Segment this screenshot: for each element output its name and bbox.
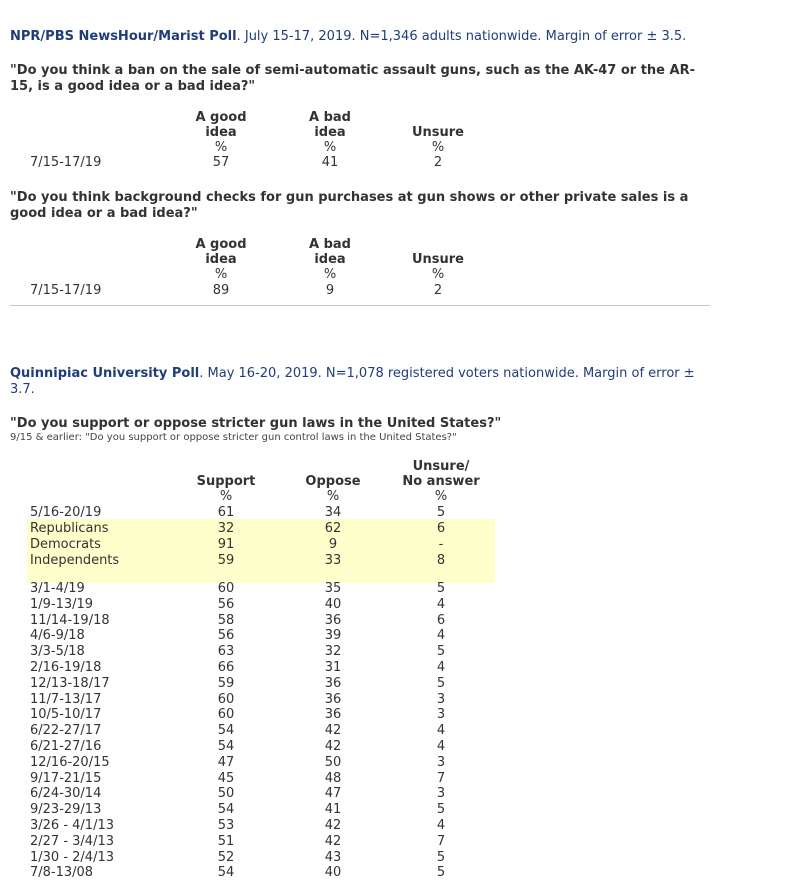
row-label: 3/1-4/19 xyxy=(30,581,85,596)
row-label: 5/16-20/19 xyxy=(30,505,102,520)
row-label: 3/3-5/18 xyxy=(30,644,85,660)
row-support-value: 54 xyxy=(217,723,235,739)
row-oppose-value: 36 xyxy=(324,707,342,723)
quinnipiac-col-oppose-unit: % xyxy=(326,489,340,504)
npr-q2-col2-unit: % xyxy=(323,267,337,282)
row-support-value: 50 xyxy=(217,786,235,802)
quinnipiac-poll-source: Quinnipiac University Poll xyxy=(10,366,200,381)
npr-q2-col1-unit: % xyxy=(214,267,228,282)
quinnipiac-poll-details: . May 16-20, 2019. N=1,078 registered voters nationwide. Margin of error ± 3.7. xyxy=(10,366,695,397)
row-support-value: 54 xyxy=(217,739,235,754)
row-unsure-value: 4 xyxy=(436,723,446,739)
row-support-value: 45 xyxy=(217,770,235,786)
npr-q1-col2-line2: idea xyxy=(314,125,346,140)
npr-q1-row-good: 57 xyxy=(212,155,230,170)
npr-q1-col1-unit: % xyxy=(214,140,228,155)
row-label: 1/30 - 2/4/13 xyxy=(30,849,114,865)
row-support-value: 52 xyxy=(217,849,235,865)
row-support-value: 59 xyxy=(217,553,235,568)
row-unsure-value: 3 xyxy=(436,707,446,723)
quinnipiac-col-support-unit: % xyxy=(219,489,233,504)
row-oppose-value: 50 xyxy=(324,754,342,770)
npr-q1-col3-line1: Unsure xyxy=(411,125,465,140)
npr-q2-col2-line2: idea xyxy=(314,252,346,267)
npr-poll-header xyxy=(10,29,710,45)
row-unsure-value: 5 xyxy=(436,675,446,691)
npr-q1-question: "Do you think a ban on the sale of semi-automatic assault guns, such as the AK-47 or the AR-15, is a good idea or a bad idea?" xyxy=(10,63,695,94)
row-oppose-value: 40 xyxy=(324,865,342,881)
npr-q2-col1-line1: A good xyxy=(195,237,247,252)
row-label: 11/14-19/18 xyxy=(30,612,110,628)
row-label: 9/23-29/13 xyxy=(30,802,102,818)
row-label: Democrats xyxy=(30,537,101,552)
row-support-value: 47 xyxy=(217,754,235,770)
row-oppose-value: 33 xyxy=(324,553,342,568)
npr-q1-row-unsure: 2 xyxy=(433,155,443,170)
row-oppose-value: 36 xyxy=(324,691,342,707)
quinnipiac-question: "Do you support or oppose stricter gun laws in the United States?" xyxy=(10,416,502,431)
row-oppose-value: 43 xyxy=(324,849,342,865)
row-oppose-value: 42 xyxy=(324,739,342,754)
row-label: 12/16-20/15 xyxy=(30,754,110,770)
npr-q1-row-date: 7/15-17/19 xyxy=(30,155,102,170)
row-label: 10/5-10/17 xyxy=(30,707,102,723)
row-unsure-value: 6 xyxy=(436,521,446,536)
row-label: 9/17-21/15 xyxy=(30,770,102,786)
row-oppose-value: 34 xyxy=(324,505,342,520)
quinnipiac-poll-header xyxy=(10,366,710,398)
quinnipiac-col-oppose-label: Oppose xyxy=(305,474,361,489)
quinnipiac-col-support-label: Support xyxy=(196,474,256,489)
row-support-value: 54 xyxy=(217,802,235,818)
row-oppose-value: 32 xyxy=(324,644,342,660)
row-support-value: 58 xyxy=(217,612,235,628)
row-oppose-value: 42 xyxy=(324,818,342,833)
npr-q2-question: "Do you think background checks for gun purchases at gun shows or other private sales is a good idea or a bad idea?" xyxy=(10,190,689,221)
row-label: 6/24-30/14 xyxy=(30,786,102,802)
row-oppose-value: 40 xyxy=(324,596,342,612)
row-support-value: 63 xyxy=(217,644,235,660)
row-unsure-value: 6 xyxy=(436,612,446,628)
row-support-value: 56 xyxy=(217,628,235,644)
row-support-value: 60 xyxy=(217,707,235,723)
row-support-value: 59 xyxy=(217,675,235,691)
row-unsure-value: 5 xyxy=(436,505,446,520)
row-oppose-value: 36 xyxy=(324,612,342,628)
npr-q2-row-unsure: 2 xyxy=(433,283,443,298)
section-divider xyxy=(10,305,710,306)
row-label: 1/9-13/19 xyxy=(30,596,94,612)
quinnipiac-col-unsure-line2: No answer xyxy=(402,474,480,489)
npr-q2-col3-line1: Unsure xyxy=(411,252,465,267)
npr-q1-col2-unit: % xyxy=(323,140,337,155)
row-label: 2/27 - 3/4/13 xyxy=(30,833,114,849)
row-oppose-value: 47 xyxy=(324,786,342,802)
row-unsure-value: 5 xyxy=(436,644,446,660)
npr-q1-col2-line1: A bad xyxy=(309,110,351,125)
npr-q2-col1-line2: idea xyxy=(205,252,237,267)
row-label: 6/22-27/17 xyxy=(30,723,102,739)
row-unsure-value: 4 xyxy=(436,596,446,612)
row-support-value: 54 xyxy=(217,865,235,881)
row-unsure-value: 7 xyxy=(436,833,446,849)
row-label: Republicans xyxy=(30,521,109,536)
quinnipiac-col-unsure-line1: Unsure/ xyxy=(412,459,470,474)
row-support-value: 53 xyxy=(217,818,235,833)
row-unsure-value: 5 xyxy=(436,802,446,818)
npr-q2-col3-unit: % xyxy=(431,267,445,282)
npr-q2-col2-line1: A bad xyxy=(309,237,351,252)
row-unsure-value: 4 xyxy=(436,739,446,754)
row-unsure-value: 8 xyxy=(436,553,446,568)
row-support-value: 60 xyxy=(217,581,235,596)
row-oppose-value: 62 xyxy=(324,521,342,536)
npr-q1-col1-line1: A good xyxy=(195,110,247,125)
row-oppose-value: 31 xyxy=(324,660,342,675)
npr-q1-row-bad: 41 xyxy=(321,155,339,170)
row-oppose-value: 36 xyxy=(324,675,342,691)
row-oppose-value: 48 xyxy=(324,770,342,786)
row-support-value: 66 xyxy=(217,660,235,675)
npr-poll-details: . July 15-17, 2019. N=1,346 adults nationwide. Margin of error ± 3.5. xyxy=(236,29,687,44)
npr-q2-row-good: 89 xyxy=(212,283,230,298)
row-unsure-value: 3 xyxy=(436,691,446,707)
row-label: 12/13-18/17 xyxy=(30,675,110,691)
row-support-value: 32 xyxy=(217,521,235,536)
row-unsure-value: - xyxy=(438,537,444,552)
row-unsure-value: 5 xyxy=(436,865,446,881)
row-label: Independents xyxy=(30,553,120,568)
row-label: 7/8-13/08 xyxy=(30,865,94,881)
row-oppose-value: 35 xyxy=(324,581,342,596)
npr-q1-col1-line2: idea xyxy=(205,125,237,140)
row-label: 4/6-9/18 xyxy=(30,628,85,644)
row-support-value: 51 xyxy=(217,833,235,849)
row-unsure-value: 5 xyxy=(436,581,446,596)
row-support-value: 61 xyxy=(217,505,235,520)
row-unsure-value: 5 xyxy=(436,849,446,865)
row-support-value: 60 xyxy=(217,691,235,707)
row-oppose-value: 9 xyxy=(328,537,338,552)
row-oppose-value: 39 xyxy=(324,628,342,644)
row-label: 2/16-19/18 xyxy=(30,660,102,675)
row-oppose-value: 41 xyxy=(324,802,342,818)
npr-q2-row-date: 7/15-17/19 xyxy=(30,283,102,298)
row-unsure-value: 4 xyxy=(436,818,446,833)
row-unsure-value: 7 xyxy=(436,770,446,786)
row-support-value: 91 xyxy=(217,537,235,552)
npr-q2-row-bad: 9 xyxy=(325,283,335,298)
row-support-value: 56 xyxy=(217,596,235,612)
row-oppose-value: 42 xyxy=(324,833,342,849)
npr-poll-source: NPR/PBS NewsHour/Marist Poll xyxy=(10,29,237,44)
row-unsure-value: 3 xyxy=(436,754,446,770)
row-label: 11/7-13/17 xyxy=(30,691,102,707)
quinnipiac-question-note: 9/15 & earlier: "Do you support or oppose stricter gun control laws in the United States?" xyxy=(10,432,457,443)
quinnipiac-col-unsure-unit: % xyxy=(434,489,448,504)
row-unsure-value: 4 xyxy=(436,628,446,644)
row-label: 6/21-27/16 xyxy=(30,739,102,754)
row-unsure-value: 3 xyxy=(436,786,446,802)
npr-q1-col3-unit: % xyxy=(431,140,445,155)
row-unsure-value: 4 xyxy=(436,660,446,675)
row-label: 3/26 - 4/1/13 xyxy=(30,818,114,833)
row-oppose-value: 42 xyxy=(324,723,342,739)
